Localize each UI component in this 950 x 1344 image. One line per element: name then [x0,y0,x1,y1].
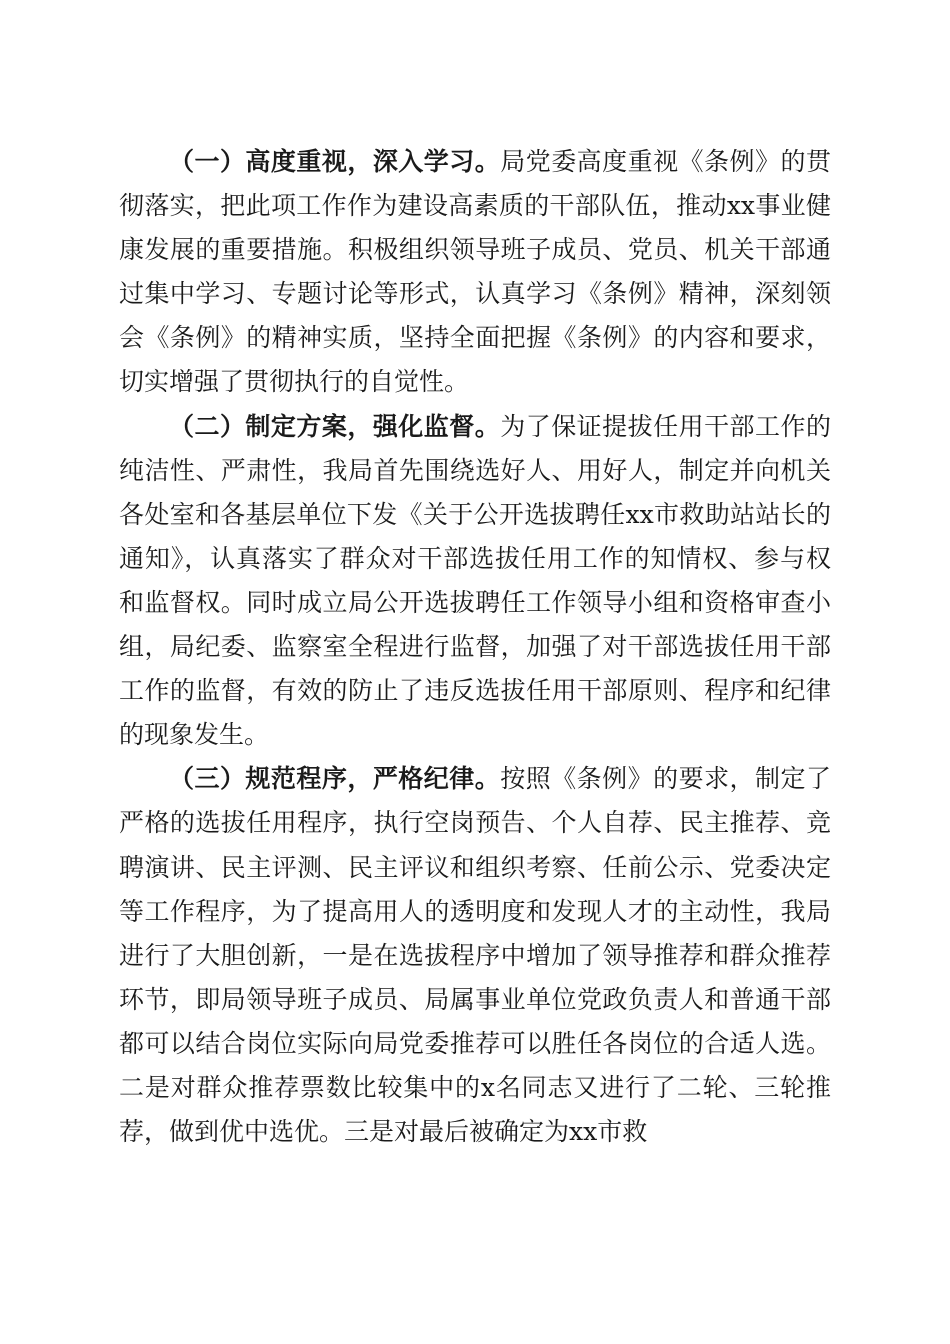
paragraph-2-heading: （二）制定方案，强化监督。 [169,411,501,441]
paragraph-2 [119,405,831,758]
paragraph-3-text: 按照《条例》的要求，制定了严格的选拔任用程序，执行空岗预告、个人自荐、民主推荐、竞聘演讲、民主评测、民主评议和组织考察、任前公示、党委决定等工作程序，为了提高用人的透明度和发现人才的主动性，我局进行了大胆创新，一是在选拔程序中增加了领导推荐和群众推荐环节，即局领导班子成员、局属事业单位党政负责人和普通干部都可以结合岗位实际向局党委推荐可以胜任各岗位的合适人选。二是对群众推荐票数比较集中的x名同志又进行了二轮、三轮推荐，做到优中选优。三是对最后被确定为xx市救 [119,764,831,1147]
paragraph-3-heading: （三）规范程序，严格纪律。 [169,764,501,794]
document-body [119,140,831,1154]
paragraph-3 [119,757,831,1154]
paragraph-1-text: 局党委高度重视《条例》的贯彻落实，把此项工作作为建设高素质的干部队伍，推动xx事业健康发展的重要措施。积极组织领导班子成员、党员、机关干部通过集中学习、专题讨论等形式，认真学习《条例》精神，深刻领会《条例》的精神实质，坚持全面把握《条例》的内容和要求，切实增强了贯彻执行的自觉性。 [119,147,831,397]
paragraph-1-heading: （一）高度重视，深入学习。 [169,147,501,176]
paragraph-2-text: 为了保证提拔任用干部工作的纯洁性、严肃性，我局首先围绕选好人、用好人，制定并向机关各处室和各基层单位下发《关于公开选拔聘任xx市救助站站长的通知》，认真落实了群众对干部选拔任用工作的知情权、参与权和监督权。同时成立局公开选拔聘任工作领导小组和资格审查小组，局纪委、监察室全程进行监督，加强了对干部选拔任用干部工作的监督，有效的防止了违反选拔任用干部原则、程序和纪律的现象发生。 [119,411,831,750]
paragraph-1 [119,140,831,405]
